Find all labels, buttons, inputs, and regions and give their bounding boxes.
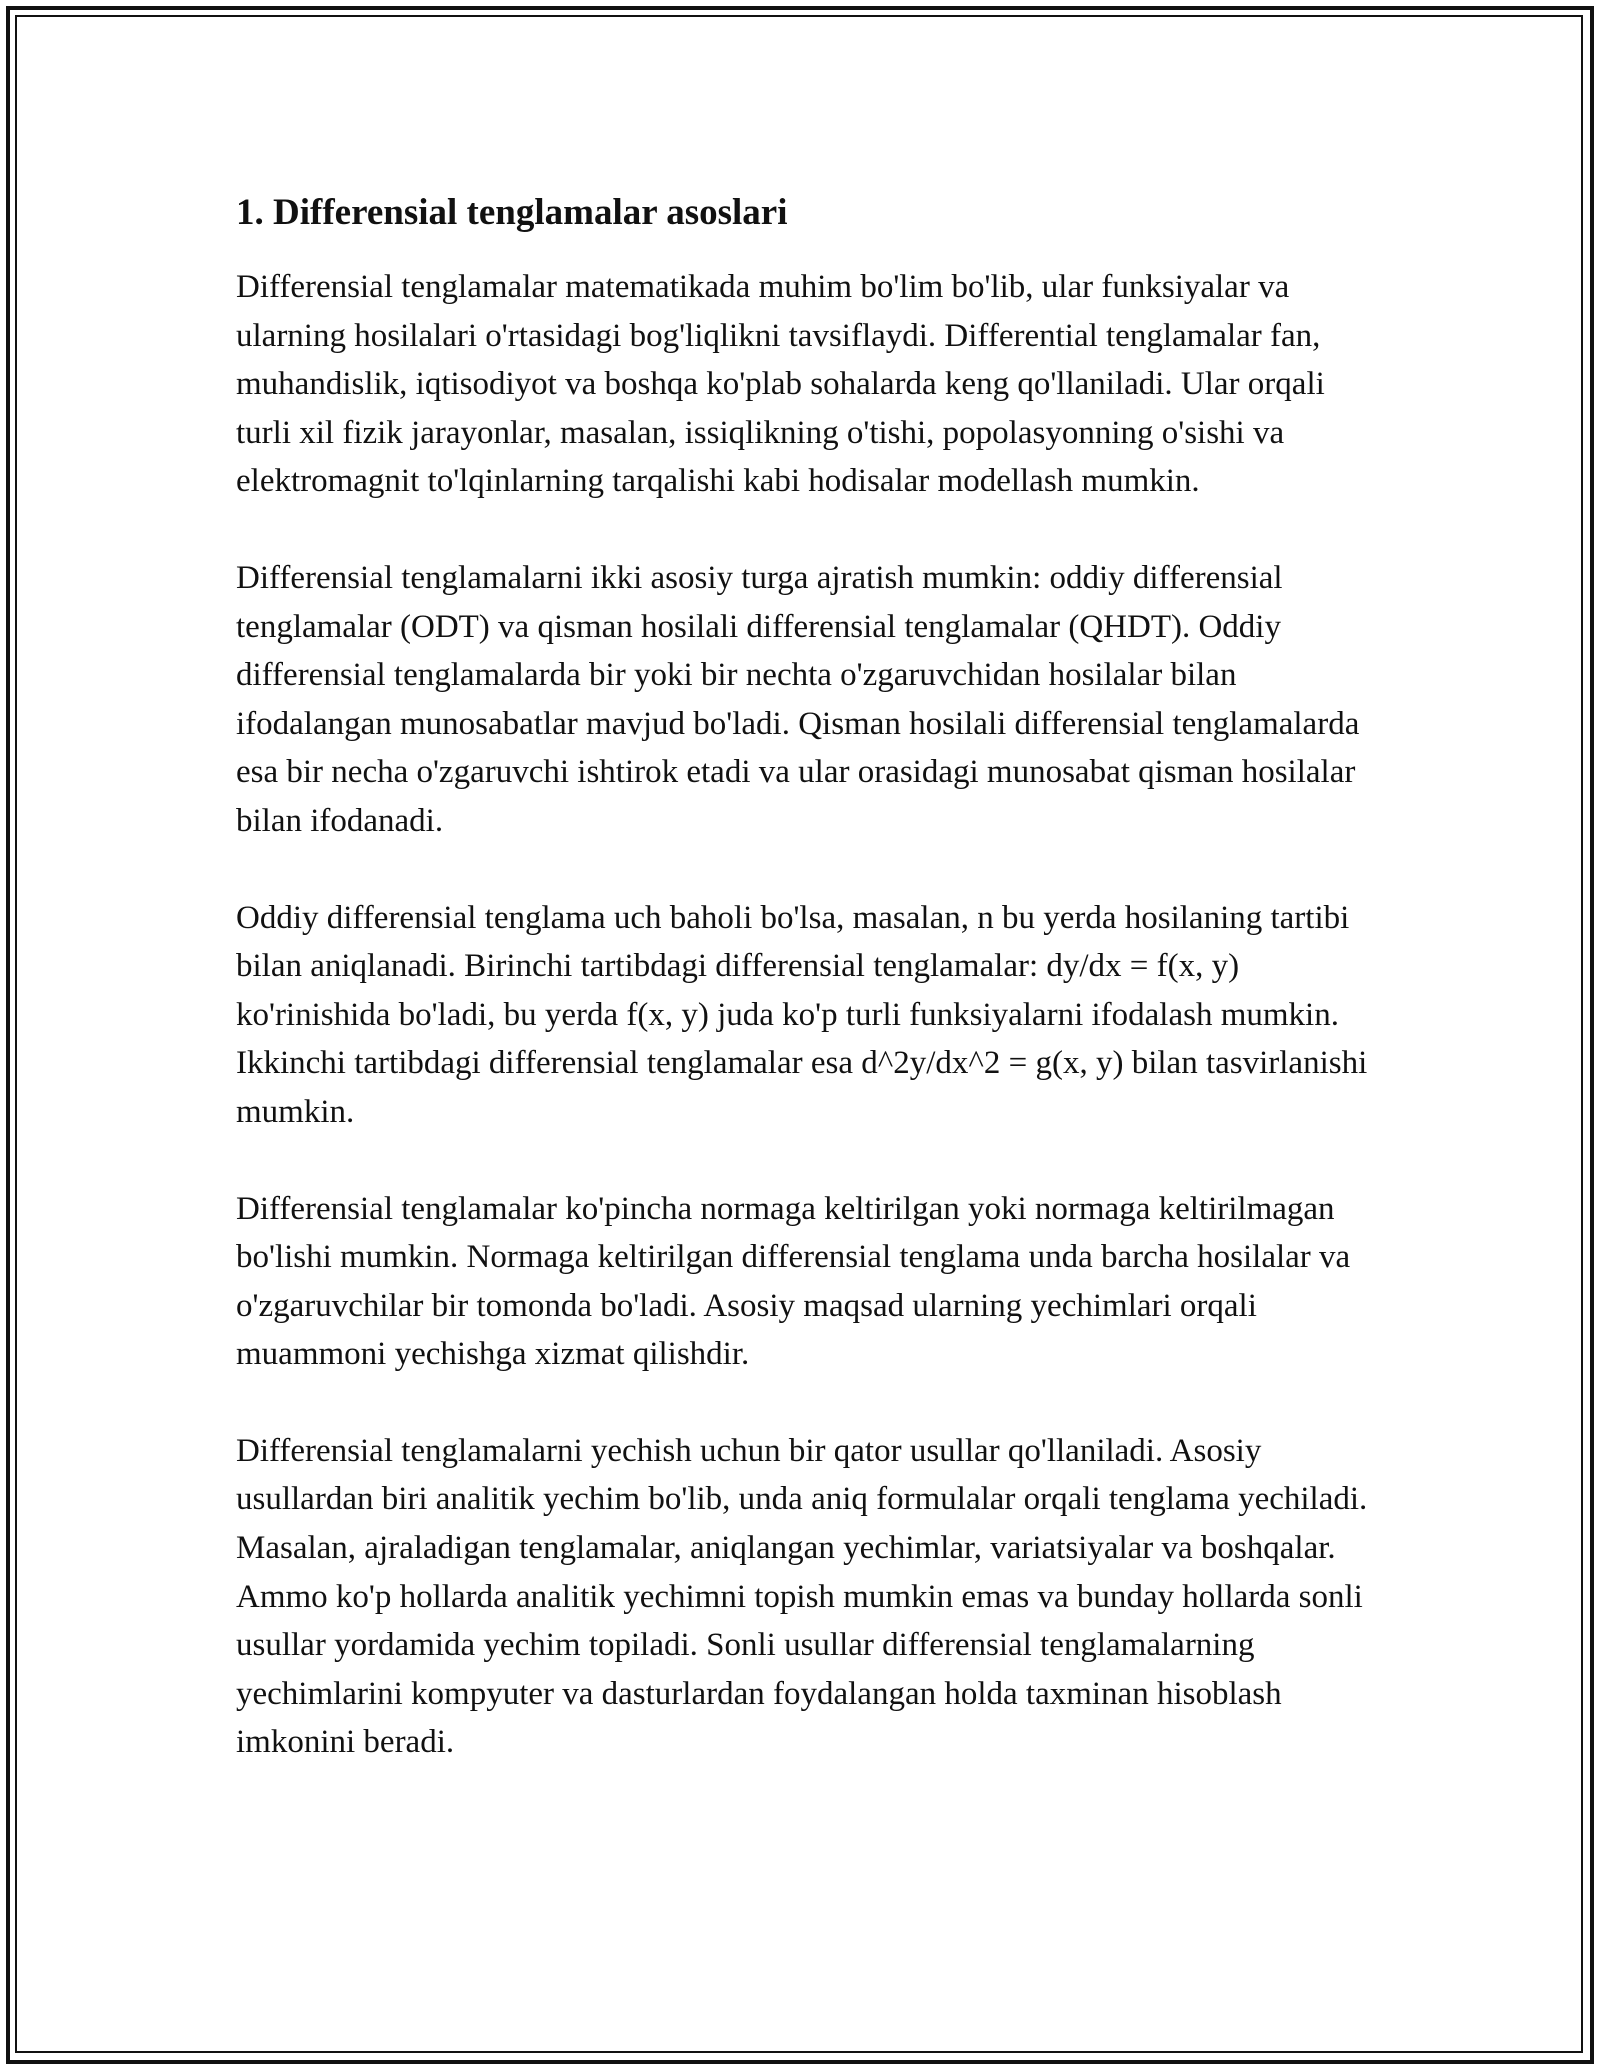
- paragraph-5: Differensial tenglamalarni yechish uchun bir qator usullar qo'llaniladi. Asosiy usullardan biri analitik yechim bo'lib, unda aniq formulalar orqali tenglama yechiladi. Masalan, ajraladigan tenglamalar, aniqlangan yechimlar, variatsiyalar va boshqalar. Ammo ko'p hollarda analitik yechimni topish mumkin emas va bunday hollarda sonli usullar yordamida yechim topiladi. Sonli usullar differensial tenglamalarning yechimlarini kompyuter va dasturlardan foydalangan holda taxminan hisoblash imkonini beradi.: [236, 1432, 1368, 1761]
- paragraph-3: Oddiy differensial tenglama uch baholi bo'lsa, masalan, n bu yerda hosilaning tartibi bilan aniqlanadi. Birinchi tartibdagi differensial tenglamalar: dy/dx = f(x, y) ko'rinishida bo'ladi, bu yerda f(x, y) juda ko'p turli funksiyalarni ifodalash mumkin. Ikkinchi tartibdagi differensial tenglamalar esa d^2y/dx^2 = g(x, y) bilan tasvirlanishi mumkin.: [236, 899, 1368, 1130]
- document-body: [236, 185, 1376, 1767]
- paragraph-1: Differensial tenglamalar matematikada muhim bo'lim bo'lib, ular funksiyalar va ularning hosilalari o'rtasidagi bog'liqlikni tavsiflaydi. Differential tenglamalar fan, muhandislik, iqtisodiyot va boshqa ko'plab sohalarda keng qo'llaniladi. Ular orqali turli xil fizik jarayonlar, masalan, issiqlikning o'tishi, popolasyonning o'sishi va elektromagnit to'lqinlarning tarqalishi kabi hodisalar modellash mumkin.: [236, 269, 1325, 500]
- paragraph-4: Differensial tenglamalar ko'pincha normaga keltirilgan yoki normaga keltirilmagan bo'lishi mumkin. Normaga keltirilgan differensial tenglama unda barcha hosilalar va o'zgaruvchilar bir tomonda bo'ladi. Asosiy maqsad ularning yechimlari orqali muammoni yechishga xizmat qilishdir.: [236, 1190, 1351, 1373]
- paragraph-2: Differensial tenglamalarni ikki asosiy turga ajratish mumkin: oddiy differensial tenglamalar (ODT) va qisman hosilali differensial tenglamalar (QHDT). Oddiy differensial tenglamalarda bir yoki bir nechta o'zgaruvchidan hosilalar bilan ifodalangan munosabatlar mavjud bo'ladi. Qisman hosilali differensial tenglamalarda esa bir necha o'zgaruvchi ishtirok etadi va ular orasidagi munosabat qisman hosilalar bilan ifodanadi.: [236, 559, 1360, 839]
- section-heading: 1. Differensial tenglamalar asoslari: [236, 192, 788, 233]
